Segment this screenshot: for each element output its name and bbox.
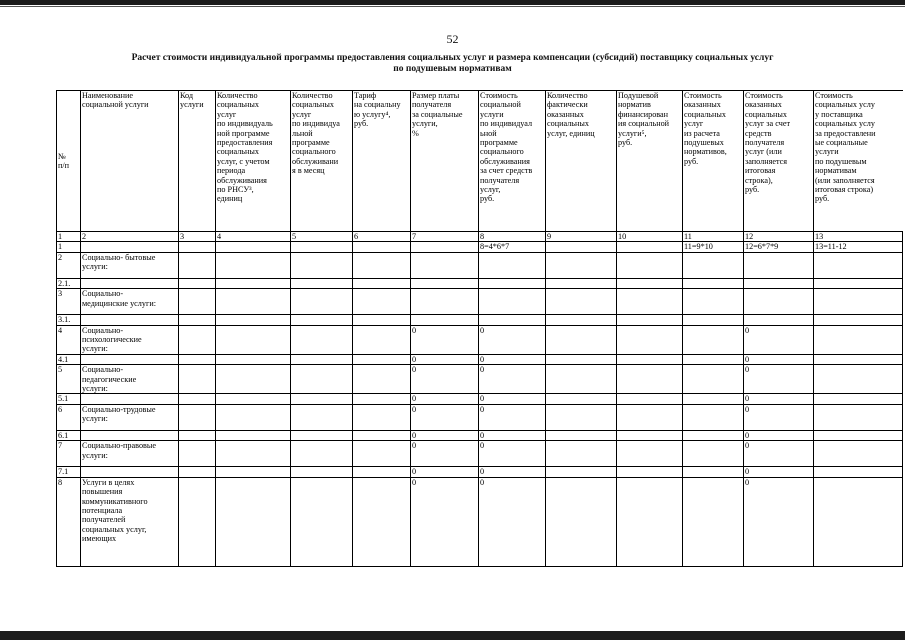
empty-cell <box>617 315 683 325</box>
empty-cell <box>617 467 683 477</box>
column-header: Количество социальных услуг по индивидуаль ной программе предоставления социальных услуг, с учетом периода обслуживания по РНСУ³, единиц <box>216 91 291 232</box>
service-name <box>81 394 179 404</box>
row-number: 6 <box>57 404 81 430</box>
value-cell <box>479 278 546 288</box>
formula-cell <box>411 242 479 252</box>
index-cell: 4 <box>216 232 291 242</box>
value-cell: 0 <box>744 365 814 394</box>
formula-cell: 11=9*10 <box>683 242 744 252</box>
value-cell <box>479 252 546 278</box>
empty-cell <box>291 404 353 430</box>
empty-cell <box>814 365 903 394</box>
row-number: 3.1. <box>57 315 81 325</box>
empty-cell <box>814 289 903 315</box>
empty-cell <box>216 325 291 354</box>
empty-cell <box>353 278 411 288</box>
value-cell: 0 <box>479 354 546 364</box>
row-number: 3 <box>57 289 81 315</box>
row-number: 8 <box>57 477 81 566</box>
column-index-row <box>57 232 903 242</box>
empty-cell <box>814 354 903 364</box>
service-name: Социально- психологические услуги: <box>81 325 179 354</box>
value-cell: 0 <box>479 394 546 404</box>
row-number: 5.1 <box>57 394 81 404</box>
formula-cell: 8=4*6*7 <box>479 242 546 252</box>
empty-cell <box>216 354 291 364</box>
empty-cell <box>546 477 617 566</box>
value-cell <box>744 289 814 315</box>
empty-cell <box>179 354 216 364</box>
empty-cell <box>353 394 411 404</box>
value-cell: 0 <box>744 441 814 467</box>
service-item-row <box>57 354 903 364</box>
empty-cell <box>683 289 744 315</box>
value-cell: 0 <box>411 430 479 440</box>
empty-cell <box>291 365 353 394</box>
service-section-row <box>57 289 903 315</box>
formula-cell <box>353 242 411 252</box>
column-header: № п/п <box>57 91 81 232</box>
value-cell: 0 <box>479 477 546 566</box>
empty-cell <box>617 477 683 566</box>
empty-cell <box>814 278 903 288</box>
value-cell: 0 <box>479 325 546 354</box>
empty-cell <box>216 252 291 278</box>
scan-bottom-border <box>0 631 905 640</box>
value-cell: 0 <box>744 325 814 354</box>
formula-cell <box>216 242 291 252</box>
index-cell: 2 <box>81 232 179 242</box>
row-number: 7.1 <box>57 467 81 477</box>
empty-cell <box>179 394 216 404</box>
empty-cell <box>683 430 744 440</box>
document-title-line-1: Расчет стоимости индивидуальной программы предоставления социальных услуг и размера компенсации (субсидий) поставщику социальных услуг <box>131 53 774 63</box>
empty-cell <box>291 441 353 467</box>
service-section-row <box>57 252 903 278</box>
formula-cell <box>546 242 617 252</box>
empty-cell <box>179 289 216 315</box>
formula-cell <box>179 242 216 252</box>
empty-cell <box>291 289 353 315</box>
index-cell: 5 <box>291 232 353 242</box>
empty-cell <box>353 404 411 430</box>
value-cell: 0 <box>744 477 814 566</box>
value-cell <box>479 289 546 315</box>
service-item-row <box>57 467 903 477</box>
empty-cell <box>617 325 683 354</box>
value-cell: 0 <box>479 441 546 467</box>
empty-cell <box>353 315 411 325</box>
empty-cell <box>179 278 216 288</box>
value-cell <box>411 278 479 288</box>
value-cell: 0 <box>744 394 814 404</box>
value-cell: 0 <box>411 365 479 394</box>
service-section-row <box>57 441 903 467</box>
table-header-row <box>57 91 903 232</box>
empty-cell <box>683 315 744 325</box>
empty-cell <box>546 467 617 477</box>
empty-cell <box>179 404 216 430</box>
document-title-line-2: по подушевым нормативам <box>393 64 512 74</box>
service-name: Социально- бытовые услуги: <box>81 252 179 278</box>
empty-cell <box>617 289 683 315</box>
empty-cell <box>216 315 291 325</box>
empty-cell <box>683 477 744 566</box>
empty-cell <box>617 441 683 467</box>
value-cell: 0 <box>411 477 479 566</box>
empty-cell <box>179 430 216 440</box>
formula-cell: 12=6*7*9 <box>744 242 814 252</box>
value-cell: 0 <box>744 404 814 430</box>
empty-cell <box>814 477 903 566</box>
column-header: Стоимость оказанных социальных услуг за счет средств получателя услуг (или заполняется итоговая строка), руб. <box>744 91 814 232</box>
empty-cell <box>291 354 353 364</box>
empty-cell <box>216 477 291 566</box>
empty-cell <box>617 365 683 394</box>
empty-cell <box>353 467 411 477</box>
empty-cell <box>814 430 903 440</box>
column-header: Код услуги <box>179 91 216 232</box>
service-name <box>81 467 179 477</box>
empty-cell <box>353 354 411 364</box>
empty-cell <box>353 441 411 467</box>
empty-cell <box>683 394 744 404</box>
empty-cell <box>617 404 683 430</box>
empty-cell <box>683 278 744 288</box>
row-number: 2 <box>57 252 81 278</box>
empty-cell <box>216 278 291 288</box>
empty-cell <box>683 325 744 354</box>
index-cell: 12 <box>744 232 814 242</box>
empty-cell <box>617 278 683 288</box>
formula-row <box>57 242 903 252</box>
index-cell: 3 <box>179 232 216 242</box>
value-cell <box>744 278 814 288</box>
empty-cell <box>617 430 683 440</box>
empty-cell <box>216 441 291 467</box>
service-name <box>81 354 179 364</box>
empty-cell <box>546 430 617 440</box>
empty-cell <box>546 394 617 404</box>
empty-cell <box>291 394 353 404</box>
value-cell: 0 <box>744 354 814 364</box>
empty-cell <box>617 394 683 404</box>
value-cell <box>744 315 814 325</box>
empty-cell <box>353 252 411 278</box>
service-item-row <box>57 430 903 440</box>
empty-cell <box>353 365 411 394</box>
empty-cell <box>216 394 291 404</box>
page-number: 52 <box>446 32 459 46</box>
scan-top-line <box>0 6 905 7</box>
empty-cell <box>291 467 353 477</box>
index-cell: 10 <box>617 232 683 242</box>
empty-cell <box>546 278 617 288</box>
row-number: 6.1 <box>57 430 81 440</box>
value-cell: 0 <box>479 430 546 440</box>
index-cell: 8 <box>479 232 546 242</box>
empty-cell <box>179 467 216 477</box>
column-header: Тариф на социальну ю услугу⁴, руб. <box>353 91 411 232</box>
empty-cell <box>814 467 903 477</box>
value-cell: 0 <box>411 467 479 477</box>
value-cell: 0 <box>411 441 479 467</box>
empty-cell <box>179 365 216 394</box>
empty-cell <box>683 252 744 278</box>
empty-cell <box>216 430 291 440</box>
value-cell: 0 <box>744 467 814 477</box>
index-cell: 1 <box>57 232 81 242</box>
index-cell: 6 <box>353 232 411 242</box>
row-number: 4.1 <box>57 354 81 364</box>
value-cell <box>479 315 546 325</box>
value-cell: 0 <box>411 404 479 430</box>
service-name: Социально- медицинские услуги: <box>81 289 179 315</box>
empty-cell <box>683 467 744 477</box>
column-header: Подушевой норматив финансирован ия социальной услуги⁵, руб. <box>617 91 683 232</box>
empty-cell <box>179 325 216 354</box>
empty-cell <box>291 278 353 288</box>
empty-cell <box>179 477 216 566</box>
empty-cell <box>814 325 903 354</box>
row-number: 5 <box>57 365 81 394</box>
index-cell: 13 <box>814 232 903 242</box>
column-header: Стоимость социальной услуги по индивидуал ьной программе социального обслуживания за счет средств получателя услуг, руб. <box>479 91 546 232</box>
empty-cell <box>814 315 903 325</box>
value-cell: 0 <box>479 404 546 430</box>
empty-cell <box>546 252 617 278</box>
service-name: Услуги в целях повышения коммуникативного потенциала получателей социальных услуг, имеющих <box>81 477 179 566</box>
column-header: Наименование социальной услуги <box>81 91 179 232</box>
empty-cell <box>814 394 903 404</box>
row-number: 7 <box>57 441 81 467</box>
empty-cell <box>216 467 291 477</box>
empty-cell <box>683 404 744 430</box>
empty-cell <box>291 325 353 354</box>
formula-cell <box>291 242 353 252</box>
empty-cell <box>353 477 411 566</box>
service-name: Социально- педагогические услуги: <box>81 365 179 394</box>
cost-calculation-table <box>56 90 903 567</box>
empty-cell <box>617 354 683 364</box>
service-section-row <box>57 404 903 430</box>
index-cell: 9 <box>546 232 617 242</box>
index-cell: 7 <box>411 232 479 242</box>
column-header: Стоимость оказанных социальных услуг из расчета подушевых нормативов, руб. <box>683 91 744 232</box>
empty-cell <box>353 430 411 440</box>
empty-cell <box>179 252 216 278</box>
document-title <box>40 53 865 75</box>
row-number: 2.1. <box>57 278 81 288</box>
service-name: Социально-трудовые услуги: <box>81 404 179 430</box>
empty-cell <box>179 441 216 467</box>
service-item-row <box>57 315 903 325</box>
empty-cell <box>291 315 353 325</box>
value-cell: 0 <box>411 325 479 354</box>
empty-cell <box>546 404 617 430</box>
empty-cell <box>683 354 744 364</box>
service-name <box>81 278 179 288</box>
empty-cell <box>353 289 411 315</box>
empty-cell <box>683 365 744 394</box>
empty-cell <box>216 404 291 430</box>
empty-cell <box>814 404 903 430</box>
value-cell: 0 <box>411 394 479 404</box>
service-item-row <box>57 394 903 404</box>
empty-cell <box>683 441 744 467</box>
value-cell <box>411 289 479 315</box>
service-name <box>81 430 179 440</box>
empty-cell <box>814 441 903 467</box>
service-item-row <box>57 278 903 288</box>
empty-cell <box>617 252 683 278</box>
service-section-row <box>57 325 903 354</box>
service-name: Социально-правовые услуги: <box>81 441 179 467</box>
formula-cell <box>617 242 683 252</box>
service-name <box>81 315 179 325</box>
empty-cell <box>546 315 617 325</box>
value-cell: 0 <box>479 467 546 477</box>
empty-cell <box>291 252 353 278</box>
scan-top-border <box>0 0 905 5</box>
column-header: Размер платы получателя за социальные услуги, % <box>411 91 479 232</box>
value-cell: 0 <box>411 354 479 364</box>
column-header: Количество социальных услуг по индивидуа льной программе социального обслуживани я в месяц <box>291 91 353 232</box>
value-cell: 0 <box>744 430 814 440</box>
row-number: 4 <box>57 325 81 354</box>
empty-cell <box>546 289 617 315</box>
formula-cell <box>81 242 179 252</box>
empty-cell <box>814 252 903 278</box>
empty-cell <box>546 365 617 394</box>
formula-cell: 1 <box>57 242 81 252</box>
column-header: Количество фактически оказанных социальных услуг, единиц <box>546 91 617 232</box>
formula-cell: 13=11-12 <box>814 242 903 252</box>
empty-cell <box>291 477 353 566</box>
empty-cell <box>216 289 291 315</box>
value-cell <box>744 252 814 278</box>
value-cell <box>411 315 479 325</box>
empty-cell <box>546 441 617 467</box>
value-cell <box>411 252 479 278</box>
empty-cell <box>546 354 617 364</box>
index-cell: 11 <box>683 232 744 242</box>
column-header: Стоимость социальных услу у поставщика социальных услу за предоставлени ые социальные услуги по подушевым нормативам (или заполняется итоговая строка) руб. <box>814 91 903 232</box>
empty-cell <box>353 325 411 354</box>
empty-cell <box>216 365 291 394</box>
empty-cell <box>546 325 617 354</box>
empty-cell <box>291 430 353 440</box>
service-section-row <box>57 477 903 566</box>
empty-cell <box>179 315 216 325</box>
value-cell: 0 <box>479 365 546 394</box>
service-section-row <box>57 365 903 394</box>
